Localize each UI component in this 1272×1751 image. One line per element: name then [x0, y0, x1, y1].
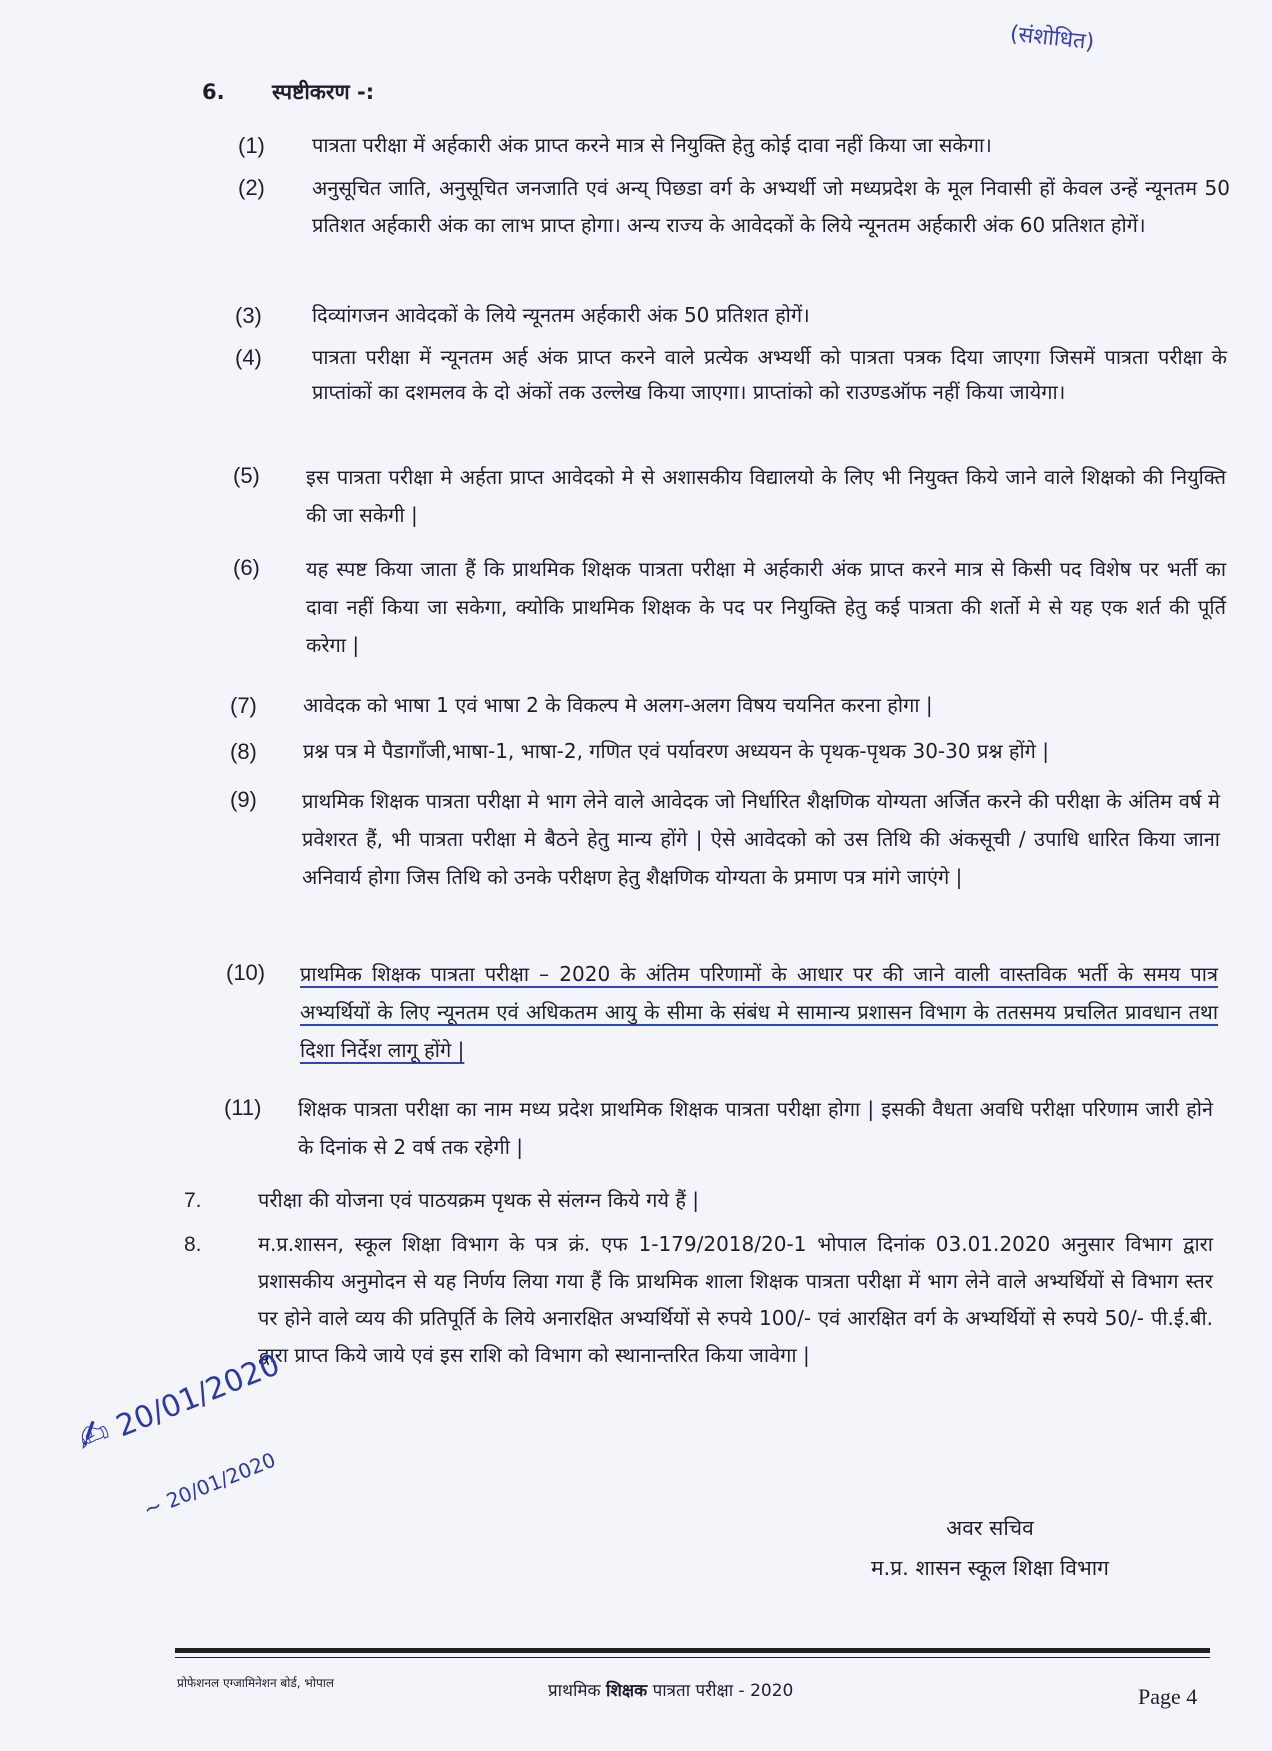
- signatory-block: [820, 1508, 1160, 1588]
- page-number: Page 4: [1138, 1684, 1198, 1709]
- section-8-text: म.प्र.शासन, स्कूल शिक्षा विभाग के पत्र क्रं. एफ 1-179/2018/20-1 भोपाल दिनांक 03.01.2020 अनुसार विभाग द्वारा प्रशासकीय अनुमोदन से यह निर्णय लिया गया हैं कि प्राथमिक शाला शिक्षक पात्रता परीक्षा में भाग लेने वाले अभ्यर्थियों से विभाग स्तर पर होने वाले व्यय की प्रतिपूर्ति के लिये अनारक्षित अभ्यर्थियों से रुपये 100/- एवं आरक्षित वर्ग के अभ्यर्थियों से रुपये 50/- पी.ई.बी. द्वारा प्राप्त किये जाये एवं इस राशि को विभाग को स्थानान्तरित किया जावेगा |: [258, 1232, 1213, 1367]
- section-7-text: परीक्षा की योजना एवं पाठयक्रम पृथक से संलग्न किये गये हैं |: [258, 1188, 700, 1212]
- section-6-title: स्पष्टीकरण -:: [272, 80, 375, 104]
- handwritten-date-2: 20/01/2020: [162, 1447, 279, 1513]
- clause-text: दिव्यांगजन आवेदकों के लिये न्यूनतम अर्हकारी अंक 50 प्रतिशत होगें।: [312, 303, 810, 327]
- clause-text: प्रश्न पत्र मे पैडागाँजी,भाषा-1, भाषा-2, गणित एवं पर्यावरण अध्ययन के पृथक-पृथक 30-30 प्रश्न होंगे |: [303, 739, 1049, 763]
- clause-number: (7): [230, 693, 257, 718]
- footer-title-bold: शिक्षक: [605, 1681, 648, 1701]
- section-7-number: 7.: [184, 1189, 202, 1212]
- signatory-department: म.प्र. शासन स्कूल शिक्षा विभाग: [870, 1556, 1110, 1580]
- footer-exam-title: [548, 1678, 793, 1701]
- clause-number: (1): [238, 133, 265, 158]
- clause-text: पात्रता परीक्षा में न्यूनतम अर्ह अंक प्राप्त करने वाले प्रत्येक अभ्यर्थी को पात्रता पत्रक दिया जाएगा जिसमें पात्रता परीक्षा के प्राप्तांकों का दशमलव के दो अंकों तक उल्लेख किया जाएगा। प्राप्तांको को राउण्डऑफ नहीं किया जायेगा।: [312, 345, 1227, 404]
- handwritten-initial-date-2: ~ 20/01/2020: [140, 1447, 279, 1524]
- section-6-number: 6.: [202, 80, 225, 104]
- section-8-number: 8.: [184, 1233, 202, 1256]
- handwritten-date: 20/01/2020: [111, 1347, 285, 1445]
- section-6-heading: [202, 78, 374, 106]
- clause-text: शिक्षक पात्रता परीक्षा का नाम मध्य प्रदेश प्राथमिक शिक्षक पात्रता परीक्षा होगा | इसकी वैधता अवधि परीक्षा परिणाम जारी होने के दिनांक से 2 वर्ष तक रहेगी |: [298, 1097, 1213, 1159]
- clause-text: यह स्पष्ट किया जाता हैं कि प्राथमिक शिक्षक पात्रता परीक्षा मे अर्हकारी अंक प्राप्त करने मात्र से किसी पद विशेष पर भर्ती का दावा नहीं किया जा सकेगा, क्योकि प्राथमिक शिक्षक के पद पर नियुक्ति हेतु कई पात्रता की शर्तो मे से यह एक शर्त की पूर्ति करेगा |: [306, 557, 1226, 657]
- clause-text: इस पात्रता परीक्षा मे अर्हता प्राप्त आवेदको मे से अशासकीय विद्यालयो के लिए भी नियुक्त किये जाने वाले शिक्षको की नियुक्ति की जा सकेगी |: [306, 465, 1226, 527]
- clause-number: (4): [235, 345, 262, 370]
- footer-divider-thick: [175, 1648, 1210, 1653]
- clause-number: (9): [230, 787, 257, 812]
- clause-number: (2): [238, 175, 265, 200]
- signatory-designation: अवर सचिव: [946, 1516, 1034, 1540]
- revised-stamp: (संशोधित): [1008, 21, 1096, 56]
- handwritten-initial-date: ✍ 20/01/2020: [70, 1347, 285, 1461]
- clause-number: (11): [224, 1095, 262, 1120]
- footer-divider-thin: [175, 1657, 1210, 1658]
- clause-number: (10): [226, 960, 266, 985]
- clause-text: आवेदक को भाषा 1 एवं भाषा 2 के विकल्प मे अलग-अलग विषय चयनित करना होगा |: [303, 693, 933, 717]
- footer-title-prefix: प्राथमिक: [548, 1681, 606, 1701]
- clause-text: अनुसूचित जाति, अनुसूचित जनजाति एवं अन्य् पिछडा वर्ग के अभ्यर्थी जो मध्यप्रदेश के मूल निवासी हों केवल उन्हें न्यूनतम 50 प्रतिशत अर्हकारी अंक का लाभ प्राप्त होगा। अन्य राज्य के आवेदकों के लिये न्यूनतम अर्हकारी अंक 60 प्रतिशत होगें।: [312, 176, 1230, 237]
- footer-title-suffix: पात्रता परीक्षा - 2020: [647, 1681, 794, 1701]
- clause-number: (5): [233, 463, 260, 488]
- clause-number: (6): [233, 555, 260, 580]
- clause-text: पात्रता परीक्षा में अर्हकारी अंक प्राप्त करने मात्र से नियुक्ति हेतु कोई दावा नहीं किया जा सकेगा।: [312, 133, 992, 157]
- clause-text-underlined: प्राथमिक शिक्षक पात्रता परीक्षा – 2020 के अंतिम परिणामों के आधार पर की जाने वाली वास्तविक भर्ती के समय पात्र अभ्यर्थियों के लिए न्यूनतम एवं अधिकतम आयु के सीमा के संबंध मे सामान्य प्रशासन विभाग के ततसमय प्रचलित प्रावधान तथा दिशा निर्देश लागू होंगे |: [300, 962, 1218, 1062]
- footer-organization: प्रोफेशनल एग्जामिनेशन बोर्ड, भोपाल: [177, 1676, 335, 1690]
- clause-number: (3): [235, 303, 262, 328]
- clause-text: प्राथमिक शिक्षक पात्रता परीक्षा मे भाग लेने वाले आवेदक जो निर्धारित शैक्षणिक योग्यता अर्जित करने की परीक्षा के अंतिम वर्ष मे प्रवेशरत हैं, भी पात्रता परीक्षा मे बैठने हेतु मान्य होंगे | ऐसे आवेदको को उस तिथि की अंकसूची / उपाधि धारित किया जाना अनिवार्य होगा जिस तिथि को उनके परीक्षण हेतु शैक्षणिक योग्यता के प्रमाण पत्र मांगे जाएंगे |: [302, 789, 1220, 889]
- clause-number: (8): [230, 739, 257, 764]
